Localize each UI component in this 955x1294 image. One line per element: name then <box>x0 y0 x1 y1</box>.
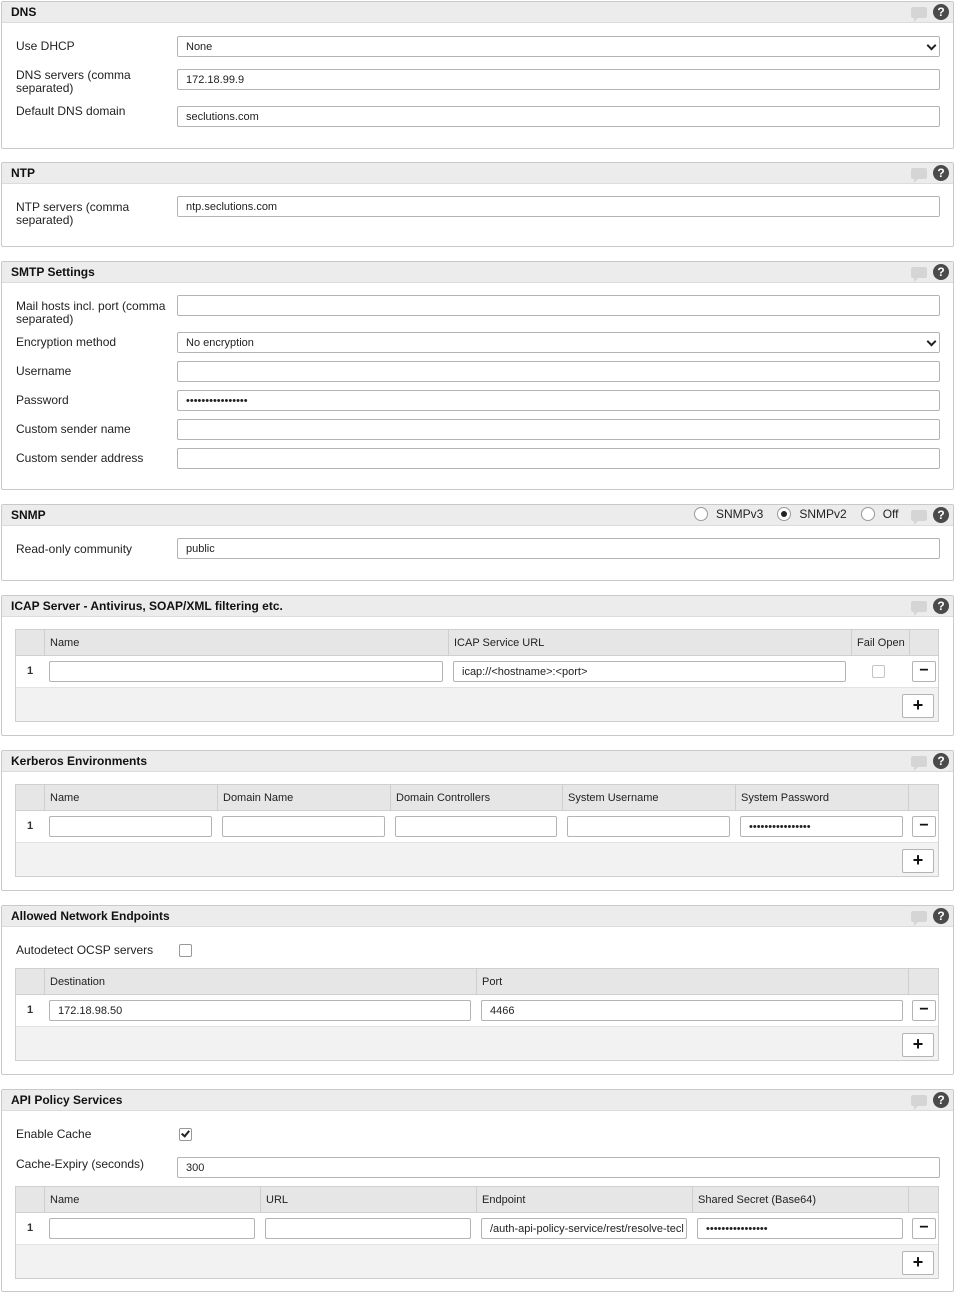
column-header: Shared Secret (Base64) <box>692 1187 908 1212</box>
panel-header <box>2 505 953 526</box>
name-input[interactable] <box>49 661 443 682</box>
domain-name-input[interactable] <box>222 816 385 837</box>
table-row <box>16 656 938 688</box>
comment-icon[interactable] <box>911 510 927 521</box>
sender-address-label: Custom sender address <box>16 451 144 465</box>
enable-cache-checkbox[interactable] <box>179 1128 192 1141</box>
panel-header <box>2 596 953 617</box>
snmpv3-label: SNMPv3 <box>716 507 764 521</box>
remove-row-button[interactable]: − <box>912 816 936 837</box>
panel-title: ICAP Server - Antivirus, SOAP/XML filtering etc. <box>11 599 283 613</box>
comment-icon[interactable] <box>911 601 927 612</box>
encryption-label: Encryption method <box>16 335 117 349</box>
destination-input[interactable]: 172.18.98.50 <box>49 1000 471 1021</box>
url-input[interactable] <box>265 1218 471 1239</box>
password-label: Password <box>16 393 69 407</box>
add-row-button[interactable]: + <box>902 1251 934 1275</box>
icap-table <box>15 629 939 722</box>
enable-cache-label: Enable Cache <box>16 1127 92 1141</box>
snmpv2-label: SNMPv2 <box>799 507 847 521</box>
ntp-panel <box>1 162 954 247</box>
column-header: URL <box>260 1187 476 1212</box>
comment-icon[interactable] <box>911 756 927 767</box>
add-row-button[interactable]: + <box>902 1033 934 1057</box>
column-header: Domain Name <box>217 785 390 810</box>
mail-hosts-input[interactable] <box>177 295 940 316</box>
checkmark-icon <box>181 1128 190 1137</box>
panel-title: Kerberos Environments <box>11 754 148 768</box>
username-label: Username <box>16 364 72 378</box>
row-number: 1 <box>26 665 34 677</box>
panel-title: API Policy Services <box>11 1093 123 1107</box>
help-icon[interactable]: ? <box>933 753 949 769</box>
panel-title: SNMP <box>11 508 46 522</box>
snmpv3-radio[interactable] <box>694 507 708 521</box>
kerberos-panel <box>1 750 954 891</box>
endpoints-panel <box>1 905 954 1075</box>
row-number: 1 <box>26 1222 34 1234</box>
default-domain-input[interactable]: seclutions.com <box>177 106 940 127</box>
chevron-down-icon <box>927 337 937 347</box>
name-input[interactable] <box>49 1218 255 1239</box>
column-header: Domain Controllers <box>390 785 562 810</box>
mail-hosts-label: Mail hosts incl. port (comma separated) <box>16 299 166 326</box>
comment-icon[interactable] <box>911 911 927 922</box>
column-header: System Password <box>735 785 908 810</box>
column-header: Endpoint <box>476 1187 692 1212</box>
column-header: Port <box>476 969 908 994</box>
remove-row-button[interactable]: − <box>912 1000 936 1021</box>
row-number: 1 <box>26 1004 34 1016</box>
password-input[interactable]: •••••••••••••••• <box>177 390 940 411</box>
panel-header <box>2 262 953 283</box>
help-icon[interactable]: ? <box>933 1092 949 1108</box>
dns-servers-input[interactable]: 172.18.99.9 <box>177 69 940 90</box>
help-icon[interactable]: ? <box>933 908 949 924</box>
column-header: Name <box>44 630 448 655</box>
help-icon[interactable]: ? <box>933 165 949 181</box>
name-input[interactable] <box>49 816 212 837</box>
system-username-input[interactable] <box>567 816 730 837</box>
default-domain-label: Default DNS domain <box>16 104 126 118</box>
snmp-panel <box>1 504 954 581</box>
api-policy-table <box>15 1186 939 1279</box>
system-password-input[interactable]: •••••••••••••••• <box>740 816 903 837</box>
endpoints-table <box>15 968 939 1061</box>
community-label: Read-only community <box>16 542 133 556</box>
cache-expiry-label: Cache-Expiry (seconds) <box>16 1157 145 1171</box>
help-icon[interactable]: ? <box>933 507 949 523</box>
smtp-panel <box>1 261 954 490</box>
kerberos-table <box>15 784 939 877</box>
panel-header <box>2 751 953 772</box>
ntp-servers-input[interactable]: ntp.seclutions.com <box>177 196 940 217</box>
sender-name-input[interactable] <box>177 419 940 440</box>
panel-title: Allowed Network Endpoints <box>11 909 170 923</box>
column-header: System Username <box>562 785 735 810</box>
sender-name-label: Custom sender name <box>16 422 131 436</box>
remove-row-button[interactable]: − <box>912 661 936 682</box>
column-header: Fail Open <box>851 630 909 655</box>
comment-icon[interactable] <box>911 168 927 179</box>
help-icon[interactable]: ? <box>933 4 949 20</box>
comment-icon[interactable] <box>911 267 927 278</box>
endpoint-input[interactable]: /auth-api-policy-service/rest/resolve-tecl <box>481 1218 687 1239</box>
fail-open-checkbox[interactable] <box>872 665 885 678</box>
panel-title: DNS <box>11 5 37 19</box>
add-row-button[interactable]: + <box>902 849 934 873</box>
help-icon[interactable]: ? <box>933 264 949 280</box>
sender-address-input[interactable] <box>177 448 940 469</box>
panel-header <box>2 1090 953 1111</box>
comment-icon[interactable] <box>911 7 927 18</box>
icap-panel <box>1 595 954 736</box>
ntp-servers-label: NTP servers (comma separated) <box>16 200 130 227</box>
community-input[interactable]: public <box>177 538 940 559</box>
table-row <box>16 1213 938 1245</box>
off-radio[interactable] <box>861 507 875 521</box>
panel-title: NTP <box>11 166 35 180</box>
panel-header <box>2 163 953 184</box>
off-label: Off <box>882 507 899 521</box>
autodetect-ocsp-checkbox[interactable] <box>179 944 192 957</box>
icap-url-input[interactable]: icap://<hostname>:<port> <box>453 661 846 682</box>
column-header: Name <box>44 1187 260 1212</box>
dns-servers-label: DNS servers (comma separated) <box>16 68 131 95</box>
port-input[interactable]: 4466 <box>481 1000 903 1021</box>
domain-controllers-input[interactable] <box>395 816 557 837</box>
table-row <box>16 995 938 1027</box>
dns-panel <box>1 1 954 149</box>
remove-row-button[interactable]: − <box>912 1218 936 1239</box>
panel-title: SMTP Settings <box>11 265 95 279</box>
snmpv2-radio[interactable] <box>777 507 791 521</box>
table-row <box>16 811 938 843</box>
api-policy-panel <box>1 1089 954 1292</box>
use-dhcp-label: Use DHCP <box>16 39 75 53</box>
help-icon[interactable]: ? <box>933 598 949 614</box>
username-input[interactable] <box>177 361 940 382</box>
comment-icon[interactable] <box>911 1095 927 1106</box>
add-row-button[interactable]: + <box>902 694 934 718</box>
use-dhcp-select[interactable]: None <box>177 36 940 57</box>
row-number: 1 <box>26 820 34 832</box>
chevron-down-icon <box>927 41 937 51</box>
column-header: Name <box>44 785 217 810</box>
shared-secret-input[interactable]: •••••••••••••••• <box>697 1218 903 1239</box>
panel-header <box>2 906 953 927</box>
column-header: ICAP Service URL <box>448 630 852 655</box>
autodetect-ocsp-label: Autodetect OCSP servers <box>16 943 154 957</box>
encryption-select[interactable]: No encryption <box>177 332 940 353</box>
panel-header <box>2 2 953 23</box>
column-header: Destination <box>44 969 476 994</box>
cache-expiry-input[interactable]: 300 <box>177 1157 940 1178</box>
